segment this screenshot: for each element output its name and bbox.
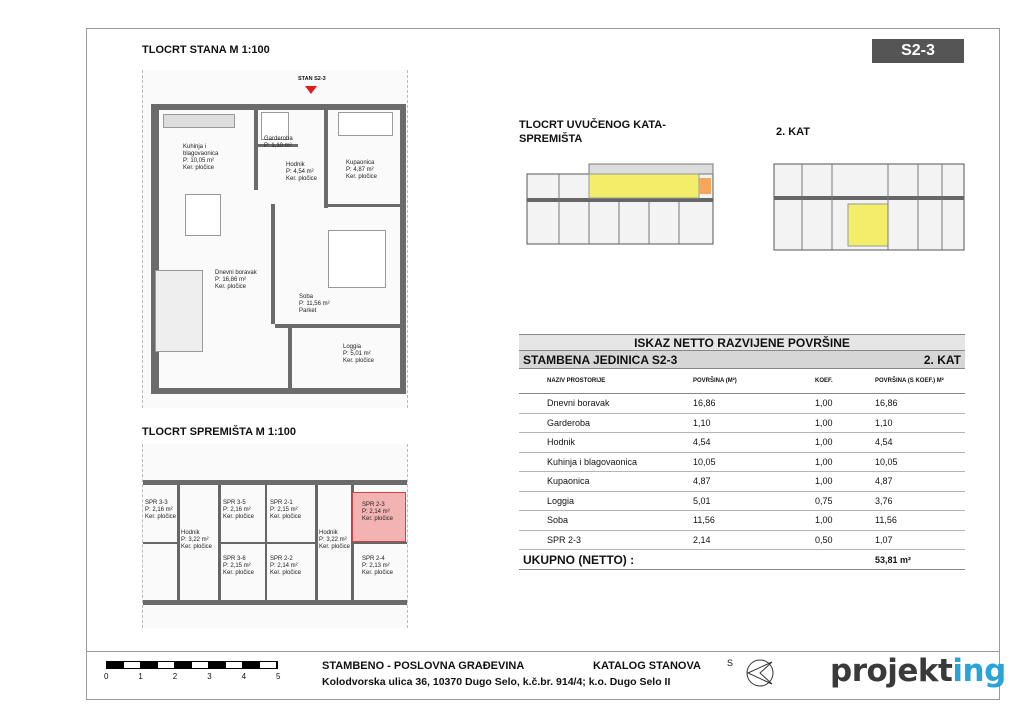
table-cell: Dnevni boravak bbox=[547, 398, 610, 409]
table-cell: 1,10 bbox=[693, 417, 711, 428]
table-cell: 1,00 bbox=[815, 456, 833, 467]
table-cell: 1,00 bbox=[815, 398, 833, 409]
room-label-loggia: Loggia P: 5,01 m² Ker. pločice bbox=[343, 344, 375, 364]
table-cell: Loggia bbox=[547, 495, 575, 506]
table-header-row bbox=[519, 368, 965, 394]
header-room: NAZIV PROSTORIJE bbox=[547, 378, 606, 384]
table-row bbox=[519, 492, 965, 512]
room-label-hall: Hodnik P: 4,54 m² Ker. pločice bbox=[286, 162, 318, 182]
table-row bbox=[519, 453, 965, 473]
header-coef: KOEF. bbox=[815, 378, 833, 384]
table-cell: SPR 2-3 bbox=[547, 534, 582, 545]
header-area-coef: POVRŠINA (S KOEF.) M² bbox=[875, 378, 944, 384]
north-label: S bbox=[727, 658, 734, 668]
apartment-plan-title: TLOCRT STANA M 1:100 bbox=[142, 44, 270, 56]
floor-name: 2. KAT bbox=[923, 353, 961, 367]
address: Kolodvorska ulica 36, 10370 Dugo Selo, k.č.br. 914/4; k.o. Dugo Selo II bbox=[322, 676, 671, 688]
table-cell: 0,50 bbox=[815, 534, 833, 545]
table-cell: 10,05 bbox=[693, 456, 716, 467]
scale-number: 1 bbox=[138, 672, 143, 681]
building-name: STAMBENO - POSLOVNA GRAĐEVINA bbox=[322, 660, 525, 672]
table-row bbox=[519, 472, 965, 492]
storage-label-hall-2: Hodnik P: 3,22 m² Ker. pločice bbox=[319, 530, 351, 550]
scale-number: 5 bbox=[276, 672, 281, 681]
table-cell: 1,00 bbox=[815, 476, 833, 487]
storage-label-spr22: SPR 2-2 P: 2,14 m² Ker. pločice bbox=[270, 556, 302, 576]
storage-plan bbox=[142, 444, 408, 628]
table-cell: Kuhinja i blagovaonica bbox=[547, 456, 638, 467]
table-cell: 1,00 bbox=[815, 515, 833, 526]
table-cell: 2,14 bbox=[693, 534, 711, 545]
table-cell: 16,86 bbox=[693, 398, 716, 409]
table-row bbox=[519, 511, 965, 531]
scale-number: 2 bbox=[172, 672, 178, 681]
table-cell: 3,76 bbox=[875, 495, 893, 506]
table-cell: 1,00 bbox=[815, 437, 833, 448]
table-cell: Hodnik bbox=[547, 437, 576, 448]
north-arrow-icon bbox=[744, 656, 776, 690]
footer-divider bbox=[86, 651, 1000, 652]
unit-name: STAMBENA JEDINICA S2-3 bbox=[523, 353, 678, 367]
table-cell: Kupaonica bbox=[547, 476, 590, 487]
room-label-wardrobe: Garderoba P: 1,10 m² bbox=[264, 136, 293, 149]
table-cell: 1,07 bbox=[875, 534, 893, 545]
floor-2-title: 2. KAT bbox=[776, 126, 811, 138]
storage-label-spr36: SPR 3-6 P: 2,15 m² Ker. pločice bbox=[223, 556, 255, 576]
table-total-row bbox=[519, 550, 965, 570]
header-area: POVRŠINA (M²) bbox=[693, 378, 737, 384]
storage-label-spr35: SPR 3-5 P: 2,16 m² Ker. pločice bbox=[223, 500, 255, 520]
table-row bbox=[519, 531, 965, 551]
storage-label-spr23: SPR 2-3 P: 2,14 m² Ker. pločice bbox=[362, 502, 394, 522]
floor-2-keyplan bbox=[772, 160, 968, 256]
storage-label-hall-1: Hodnik P: 3,22 m² Ker. pločice bbox=[181, 530, 213, 550]
total-value: 53,81 m² bbox=[875, 554, 912, 565]
table-cell: 4,54 bbox=[693, 437, 711, 448]
total-label: UKUPNO (NETTO) : bbox=[523, 552, 635, 567]
table-cell: 0,75 bbox=[815, 495, 833, 506]
storage-label-spr24: SPR 2-4 P: 2,13 m² Ker. pločice bbox=[362, 556, 394, 576]
table-title: ISKAZ NETTO RAZVIJENE POVRŠINE bbox=[519, 334, 965, 350]
table-cell: Soba bbox=[547, 515, 569, 526]
apartment-plan bbox=[142, 70, 408, 408]
entry-label: STAN S2-3 bbox=[298, 76, 326, 82]
area-table bbox=[519, 334, 965, 570]
scale-number: 4 bbox=[241, 672, 247, 681]
table-subheader bbox=[519, 350, 965, 368]
table-cell: 5,01 bbox=[693, 495, 711, 506]
catalog-name: KATALOG STANOVA bbox=[593, 660, 701, 672]
storage-label-spr21: SPR 2-1 P: 2,15 m² Ker. pločice bbox=[270, 500, 302, 520]
table-cell: Garderoba bbox=[547, 417, 591, 428]
table-row bbox=[519, 394, 965, 414]
storage-label-spr33: SPR 3-3 P: 2,16 m² Ker. pločice bbox=[145, 500, 177, 520]
storage-plan-title: TLOCRT SPREMIŠTA M 1:100 bbox=[142, 426, 297, 438]
table-cell: 11,56 bbox=[875, 515, 897, 526]
recessed-floor-title: TLOCRT UVUČENOG KATA- SPREMIŠTA bbox=[519, 119, 666, 145]
table-cell: 11,56 bbox=[693, 515, 715, 526]
room-label-bathroom: Kupaonica P: 4,87 m² Ker. pločice bbox=[346, 160, 378, 180]
table-cell: 16,86 bbox=[875, 398, 898, 409]
entry-arrow-icon bbox=[305, 86, 317, 94]
table-cell: 4,87 bbox=[693, 476, 711, 487]
table-row bbox=[519, 414, 965, 434]
scale-number: 0 bbox=[104, 672, 109, 681]
unit-badge: S2-3 bbox=[872, 39, 964, 63]
table-cell: 1,00 bbox=[815, 417, 833, 428]
room-label-living: Dnevni boravak P: 16,86 m² Ker. pločice bbox=[215, 270, 257, 290]
scale-number: 3 bbox=[207, 672, 212, 681]
recessed-floor-keyplan bbox=[519, 160, 719, 250]
table-cell: 10,05 bbox=[875, 456, 898, 467]
table-row bbox=[519, 433, 965, 453]
table-cell: 1,10 bbox=[875, 417, 893, 428]
table-cell: 4,54 bbox=[875, 437, 893, 448]
room-label-kitchen: Kuhinja i blagovaonica P: 10,05 m² Ker. pločice bbox=[183, 144, 219, 171]
company-logo: projekting bbox=[830, 653, 1006, 689]
table-cell: 4,87 bbox=[875, 476, 893, 487]
scale-bar bbox=[106, 661, 278, 669]
room-label-bedroom: Soba P: 11,56 m² Parket bbox=[299, 294, 330, 314]
